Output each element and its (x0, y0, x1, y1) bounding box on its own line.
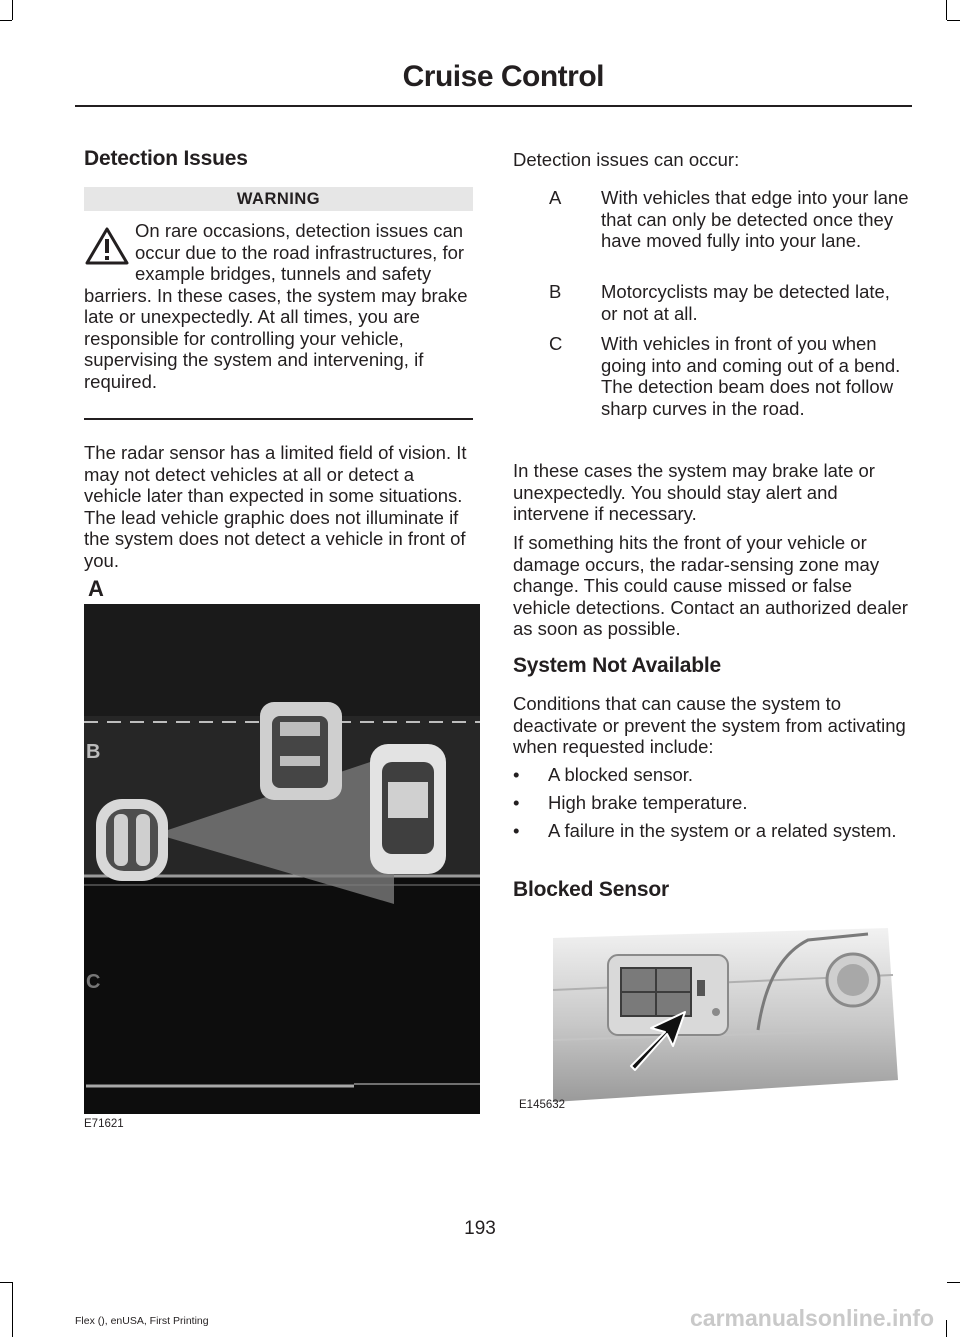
paragraph-conditions: Conditions that can cause the system to deactivate or prevent the system from activating when requested include: (513, 693, 906, 757)
list-text: With vehicles in front of you when going into and coming out of a bend. The detection beam does not follow sharp curves in the road. (601, 333, 901, 419)
crop-mark (12, 1282, 13, 1337)
paragraph-brake-late: In these cases the system may brake late or unexpectedly. You should stay alert and intervene if necessary. (513, 460, 875, 524)
callout-a: A (88, 576, 104, 601)
list-item (513, 281, 911, 325)
callout-b: B (86, 741, 101, 763)
list-item (513, 187, 911, 273)
heading-system-not-available: System Not Available (513, 654, 722, 677)
crop-mark (947, 20, 960, 21)
callout-c: C (86, 971, 101, 993)
figure-code-right: E145632 (519, 1099, 566, 1111)
crop-mark (0, 20, 12, 21)
heading-blocked-sensor: Blocked Sensor (513, 878, 669, 901)
bullet-text: A blocked sensor. (548, 764, 694, 785)
list-text: Motorcyclists may be detected late, or not at all. (601, 281, 890, 324)
warning-label: WARNING (84, 187, 473, 211)
lead-vehicle-c (370, 744, 446, 874)
own-vehicle (96, 799, 168, 881)
blocked-sensor-illustration (553, 920, 913, 1105)
crop-mark (946, 0, 947, 20)
figure-code-left: E71621 (84, 1118, 124, 1130)
bullet-dot: • (513, 820, 520, 841)
bullet-dot: • (513, 764, 520, 785)
footer-edition: Flex (), enUSA, First Printing (75, 1315, 209, 1327)
section-title: Cruise Control (402, 60, 604, 93)
bullet-text: High brake temperature. (548, 792, 748, 813)
warning-text: On rare occasions, detection issues can occur due to the road infrastructures, for example bridges, tunnels and safety barriers. In these cases, the system may brake late or unexpectedly. At all times, you are responsible for controlling your vehicle, supervising the system and intervening, if required. (84, 220, 468, 392)
bullet-dot: • (513, 792, 520, 813)
paragraph-damage: If something hits the front of your vehicle or damage occurs, the radar-sensing zone may change. This could cause missed or false vehicle detections. Contact an authorized dealer as soon as possible. (513, 532, 908, 639)
list-item (513, 333, 911, 441)
radar-paragraph: The radar sensor has a limited field of vision. It may not detect vehicles at all or detect a vehicle later than expected in some situations. The lead vehicle graphic does not illuminate if the system does not detect a vehicle in front of you. (84, 442, 467, 571)
crop-mark (0, 1282, 12, 1283)
bullet-text: A failure in the system or a related system. (548, 820, 897, 841)
lead-vehicle-b (260, 702, 342, 800)
detection-diagram (84, 604, 480, 1114)
warning-text-block (84, 220, 473, 392)
crop-mark (12, 0, 13, 20)
watermark: carmanualsonline.info (690, 1305, 935, 1331)
list-letter: B (549, 281, 562, 302)
crop-mark (947, 1282, 960, 1283)
detection-intro: Detection issues can occur: (513, 149, 740, 170)
page-number: 193 (464, 1218, 496, 1239)
list-text: With vehicles that edge into your lane that can only be detected once they have moved fully into your lane. (601, 187, 909, 251)
list-letter: C (549, 333, 563, 354)
crop-mark (946, 1320, 947, 1337)
heading-detection-issues: Detection Issues (84, 147, 248, 170)
list-letter: A (549, 187, 562, 208)
header-rule (75, 105, 912, 107)
warning-rule (84, 418, 473, 420)
